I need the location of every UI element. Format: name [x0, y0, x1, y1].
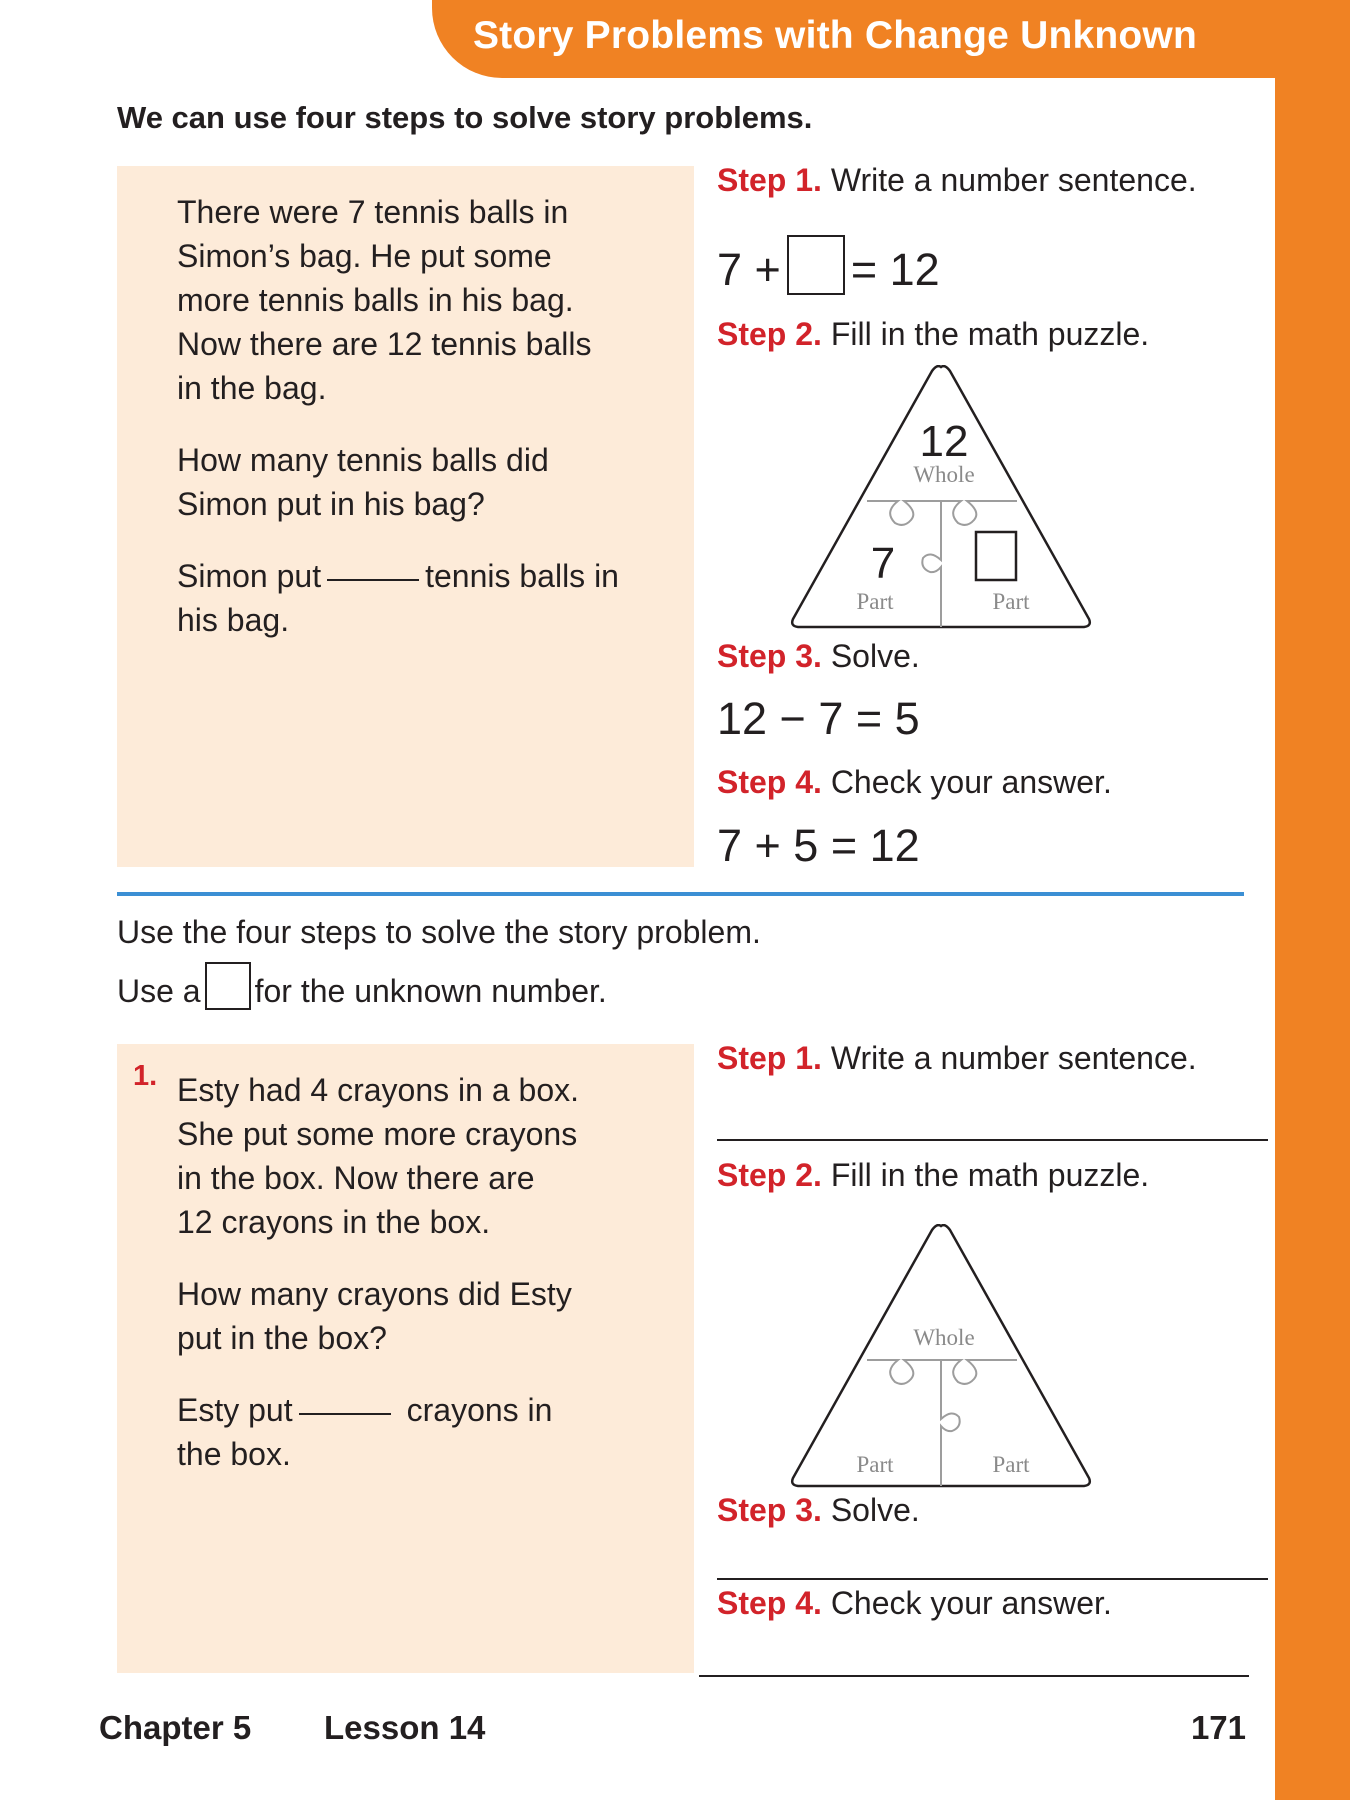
problem-1-step-1: [717, 1040, 1197, 1077]
footer-lesson: Lesson 14: [324, 1709, 486, 1746]
whole-value: 12: [919, 417, 969, 466]
footer-chapter: Chapter 5: [99, 1709, 252, 1746]
step-4-answer-line[interactable]: [699, 1675, 1249, 1677]
answer-sentence: [177, 1388, 579, 1432]
story-line: She put some more crayons: [177, 1116, 578, 1152]
instruction-line-1: Use the four steps to solve the story problem.: [117, 914, 761, 950]
problem-1-step-2: [717, 1157, 1149, 1194]
section-divider: [117, 892, 1244, 896]
whole-label: Whole: [913, 1325, 975, 1350]
question-line: How many crayons did Esty: [177, 1276, 572, 1312]
question-line: put in the box?: [177, 1320, 387, 1356]
step-text: Write a number sentence.: [830, 1040, 1197, 1076]
header-tab: [432, 0, 1275, 78]
story-line: There were 7 tennis balls in: [177, 194, 569, 230]
part-right-label: Part: [992, 1452, 1030, 1477]
problem-1-step-4: [717, 1585, 1112, 1622]
example-step-3: [717, 638, 920, 675]
example-step-4: [717, 764, 1112, 801]
step-text: Check your answer.: [830, 764, 1112, 800]
example-check: 7 + 5 = 12: [717, 820, 920, 871]
instruction-pre: Use a: [117, 973, 201, 1009]
question-line: Simon put in his bag?: [177, 486, 485, 522]
step-label: Step 2.: [717, 1157, 822, 1193]
step-text: Check your answer.: [830, 1585, 1112, 1621]
sentence-right: = 12: [850, 244, 940, 295]
whole-label: Whole: [913, 462, 975, 487]
answer-post: tennis balls in: [425, 558, 619, 594]
sentence-left: 7 +: [717, 244, 781, 295]
story-line: 12 crayons in the box.: [177, 1204, 491, 1240]
story-line: in the box. Now there are: [177, 1160, 535, 1196]
page-title: Story Problems with Change Unknown: [472, 14, 1197, 57]
part-left-label: Part: [856, 1452, 894, 1477]
intro-text: We can use four steps to solve story problems.: [117, 100, 813, 135]
unknown-box: [787, 235, 845, 295]
step-label: Step 3.: [717, 638, 822, 674]
part-right-label: Part: [992, 589, 1030, 614]
story-line: Now there are 12 tennis balls: [177, 326, 592, 362]
part-left-label: Part: [856, 589, 894, 614]
answer-sentence: [177, 554, 619, 598]
step-label: Step 4.: [717, 764, 822, 800]
answer-post: crayons in: [406, 1392, 553, 1428]
step-label: Step 3.: [717, 1492, 822, 1528]
example-solve: 12 − 7 = 5: [717, 693, 920, 744]
example-math-puzzle: [790, 365, 1092, 630]
step-label: Step 4.: [717, 1585, 822, 1621]
step-text: Fill in the math puzzle.: [830, 316, 1150, 352]
step-text: Solve.: [830, 638, 920, 674]
unknown-box-icon: [205, 962, 251, 1010]
problem-1-math-puzzle[interactable]: [790, 1224, 1092, 1489]
answer-pre: Esty put: [177, 1392, 293, 1428]
story-line: in the bag.: [177, 370, 327, 406]
answer-line-2: the box.: [177, 1436, 291, 1472]
story-line: Simon’s bag. He put some: [177, 238, 552, 274]
side-bar: [1275, 0, 1350, 1800]
example-number-sentence: [717, 235, 940, 296]
example-step-2: [717, 316, 1149, 353]
step-3-answer-line[interactable]: [717, 1578, 1268, 1580]
answer-blank[interactable]: [327, 579, 419, 581]
unknown-part-box: [976, 532, 1016, 580]
step-text: Solve.: [830, 1492, 920, 1528]
step-text: Write a number sentence.: [830, 162, 1197, 198]
answer-pre: Simon put: [177, 558, 322, 594]
page-number: 171: [1190, 1709, 1246, 1746]
story-line: Esty had 4 crayons in a box.: [177, 1072, 579, 1108]
answer-blank[interactable]: [299, 1413, 391, 1415]
problem-1-step-3: [717, 1492, 920, 1529]
problem-number: 1.: [133, 1060, 158, 1092]
step-label: Step 2.: [717, 316, 822, 352]
instruction-post: for the unknown number.: [254, 973, 607, 1009]
step-label: Step 1.: [717, 162, 822, 198]
step-label: Step 1.: [717, 1040, 822, 1076]
problem-1-story: [177, 1068, 579, 1476]
story-line: more tennis balls in his bag.: [177, 282, 574, 318]
instruction-line-2: [117, 962, 607, 1010]
part-left-value: 7: [870, 539, 896, 588]
answer-line-2: his bag.: [177, 602, 290, 638]
step-1-answer-line[interactable]: [717, 1139, 1268, 1141]
example-step-1: [717, 162, 1197, 199]
step-text: Fill in the math puzzle.: [830, 1157, 1150, 1193]
question-line: How many tennis balls did: [177, 442, 549, 478]
example-story: [177, 190, 619, 642]
